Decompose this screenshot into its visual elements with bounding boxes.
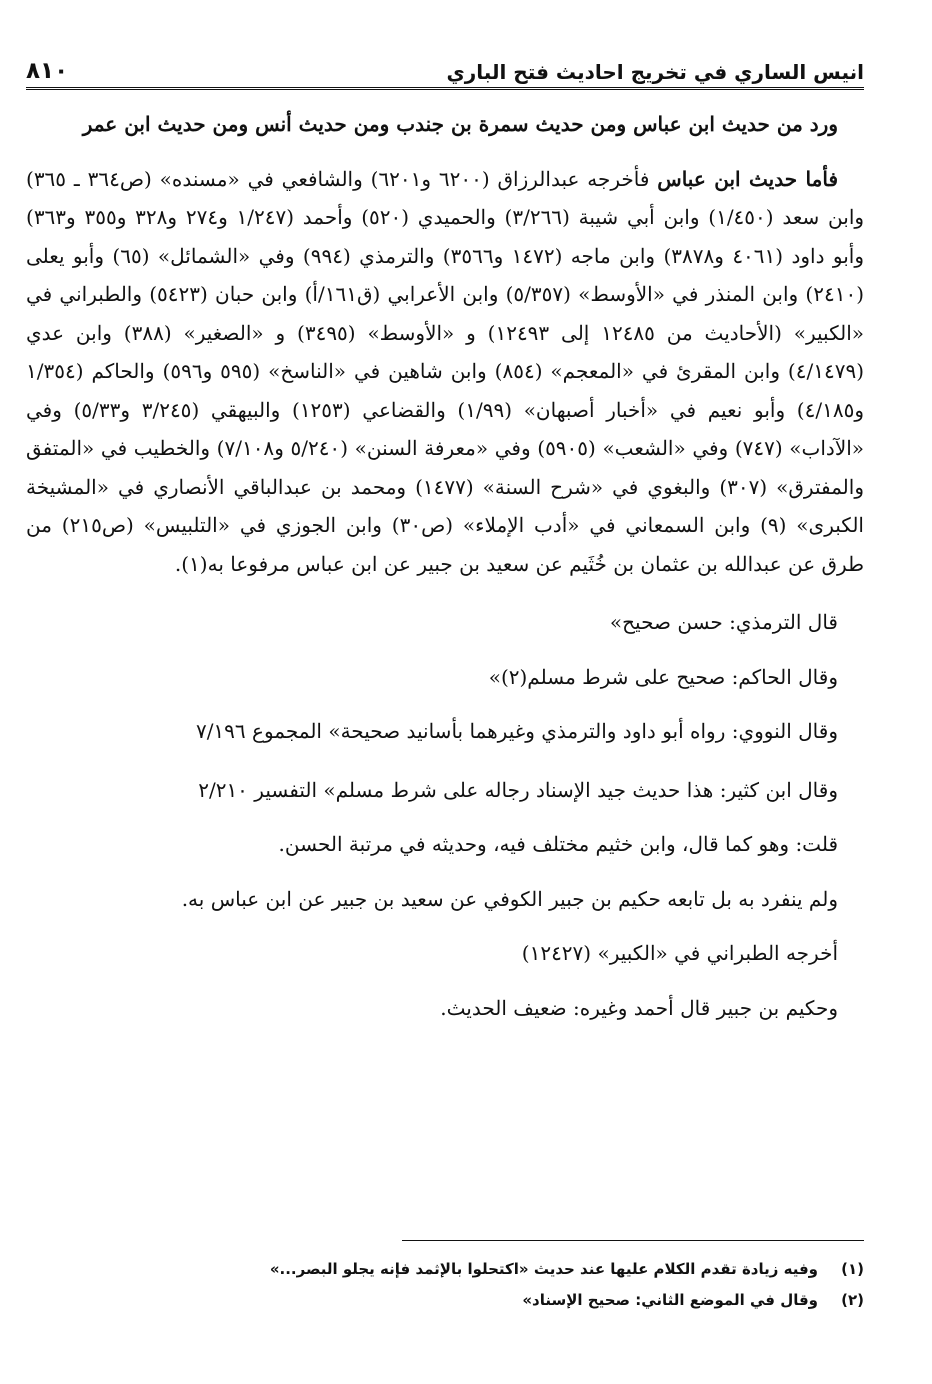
footnote-1	[26, 1254, 864, 1285]
footnote-rule	[402, 1240, 864, 1241]
paragraph-qultu: قلت: وهو كما قال، وابن خثيم مختلف فيه، وحديثه في مرتبة الحسن.	[278, 832, 838, 856]
paragraph-takhrij-text: فأخرجه عبدالرزاق (٦٢٠٠ و٦٢٠١) والشافعي في «مسنده» (ص٣٦٤ ـ ٣٦٥) وابن سعد (١/٤٥٠) وابن أبي شيبة (٣/٢٦٦) والحميدي (٥٢٠) وأحمد (١/٢٤٧ و٢٧٤ و٣٢٨ و٣٥٥ و٣٦٣) وأبو داود (٤٠٦١ و٣٨٧٨) وابن ماجه (١٤٧٢ و٣٥٦٦) والترمذي (٩٩٤) وفي «الشمائل» (٦٥) وأبو يعلى (٢٤١٠) وابن المنذر في «الأوسط» (٥/٣٥٧) وابن الأعرابي (ق١٦١/أ) وابن حبان (٥٤٢٣) والطبراني في «الكبير» (الأحاديث من ١٢٤٨٥ إلى ١٢٤٩٣) و «الأوسط» (٣٤٩٥) و «الصغير» (٣٨٨) وابن عدي (٤/١٤٧٩) وابن المقرئ في «المعجم» (٨٥٤) وابن شاهين في «الناسخ» (٥٩٥ و٥٩٦) والحاكم (١/٣٥٤ و٤/١٨٥) وأبو نعيم في «أخبار أصبهان» (١/٩٩) والقضاعي (١٢٥٣) والبيهقي (٣/٢٤٥ و٥/٣٣) وفي «الآداب» (٧٤٧) وفي «الشعب» (٥٩٠٥) وفي «معرفة السنن» (٥/٢٤٠ و٧/١٠٨) والخطيب في «المتفق والمفترق» (٣٠٧) والبغوي في «شرح السنة» (١٤٧٧) ومحمد بن عبدالباقي الأنصاري في «المشيخة الكبرى» (٩) وابن السمعاني في «أدب الإملاء» (ص٣٠) وابن الجوزي في «التلبيس» (ص٢١٥) من طرق عن عبدالله بن عثمان بن خُثَيم عن سعيد بن جبير عن ابن عباس مرفوعا به(١).	[26, 166, 865, 576]
page-number: ٨١٠	[26, 58, 69, 84]
paragraph-takhrij-lead: فأما حديث ابن عباس	[657, 166, 839, 191]
page-header	[26, 48, 864, 84]
paragraph-tirmidhi: قال الترمذي: حسن صحيح»	[609, 610, 838, 634]
footnote-number: (١)	[841, 1260, 864, 1278]
footnote-number: (٢)	[841, 1291, 864, 1309]
paragraph-intro: ورد من حديث ابن عباس ومن حديث سمرة بن جندب ومن حديث أنس ومن حديث ابن عمر	[82, 112, 838, 136]
paragraph-hakim: وقال الحاكم: صحيح على شرط مسلم(٢)»	[488, 664, 838, 689]
main-text	[26, 105, 864, 1027]
paragraph-ibn-kathir: وقال ابن كثير: هذا حديث جيد الإسناد رجاله على شرط مسلم» التفسير ٢/٢١٠	[198, 777, 838, 802]
running-title: انيس الساري في تخريج احاديث فتح الباري	[446, 60, 864, 84]
paragraph-hakim-bin-jubayr: وحكيم بن جبير قال أحمد وغيره: ضعيف الحديث.	[440, 995, 838, 1020]
paragraph-mutabaah: ولم ينفرد به بل تابعه حكيم بن جبير الكوفي عن سعيد بن جبير عن ابن عباس به.	[181, 886, 838, 911]
paragraph-takhrij	[26, 160, 864, 584]
footnote-text: وفيه زيادة تقدم الكلام عليها عند حديث «اكتحلوا بالإثمد فإنه يجلو البصر...»	[269, 1260, 818, 1278]
paragraph-tabarani: أخرجه الطبراني في «الكبير» (١٢٤٢٧)	[521, 941, 838, 965]
paragraph-nawawi: وقال النووي: رواه أبو داود والترمذي وغيرهما بأسانيد صحيحة» المجموع ٧/١٩٦	[195, 719, 838, 743]
footnote-text: وقال في الموضع الثاني: صحيح الإسناد»	[522, 1291, 818, 1309]
footnote-2	[26, 1285, 864, 1316]
header-rule	[26, 87, 864, 90]
footnotes	[26, 1254, 864, 1316]
